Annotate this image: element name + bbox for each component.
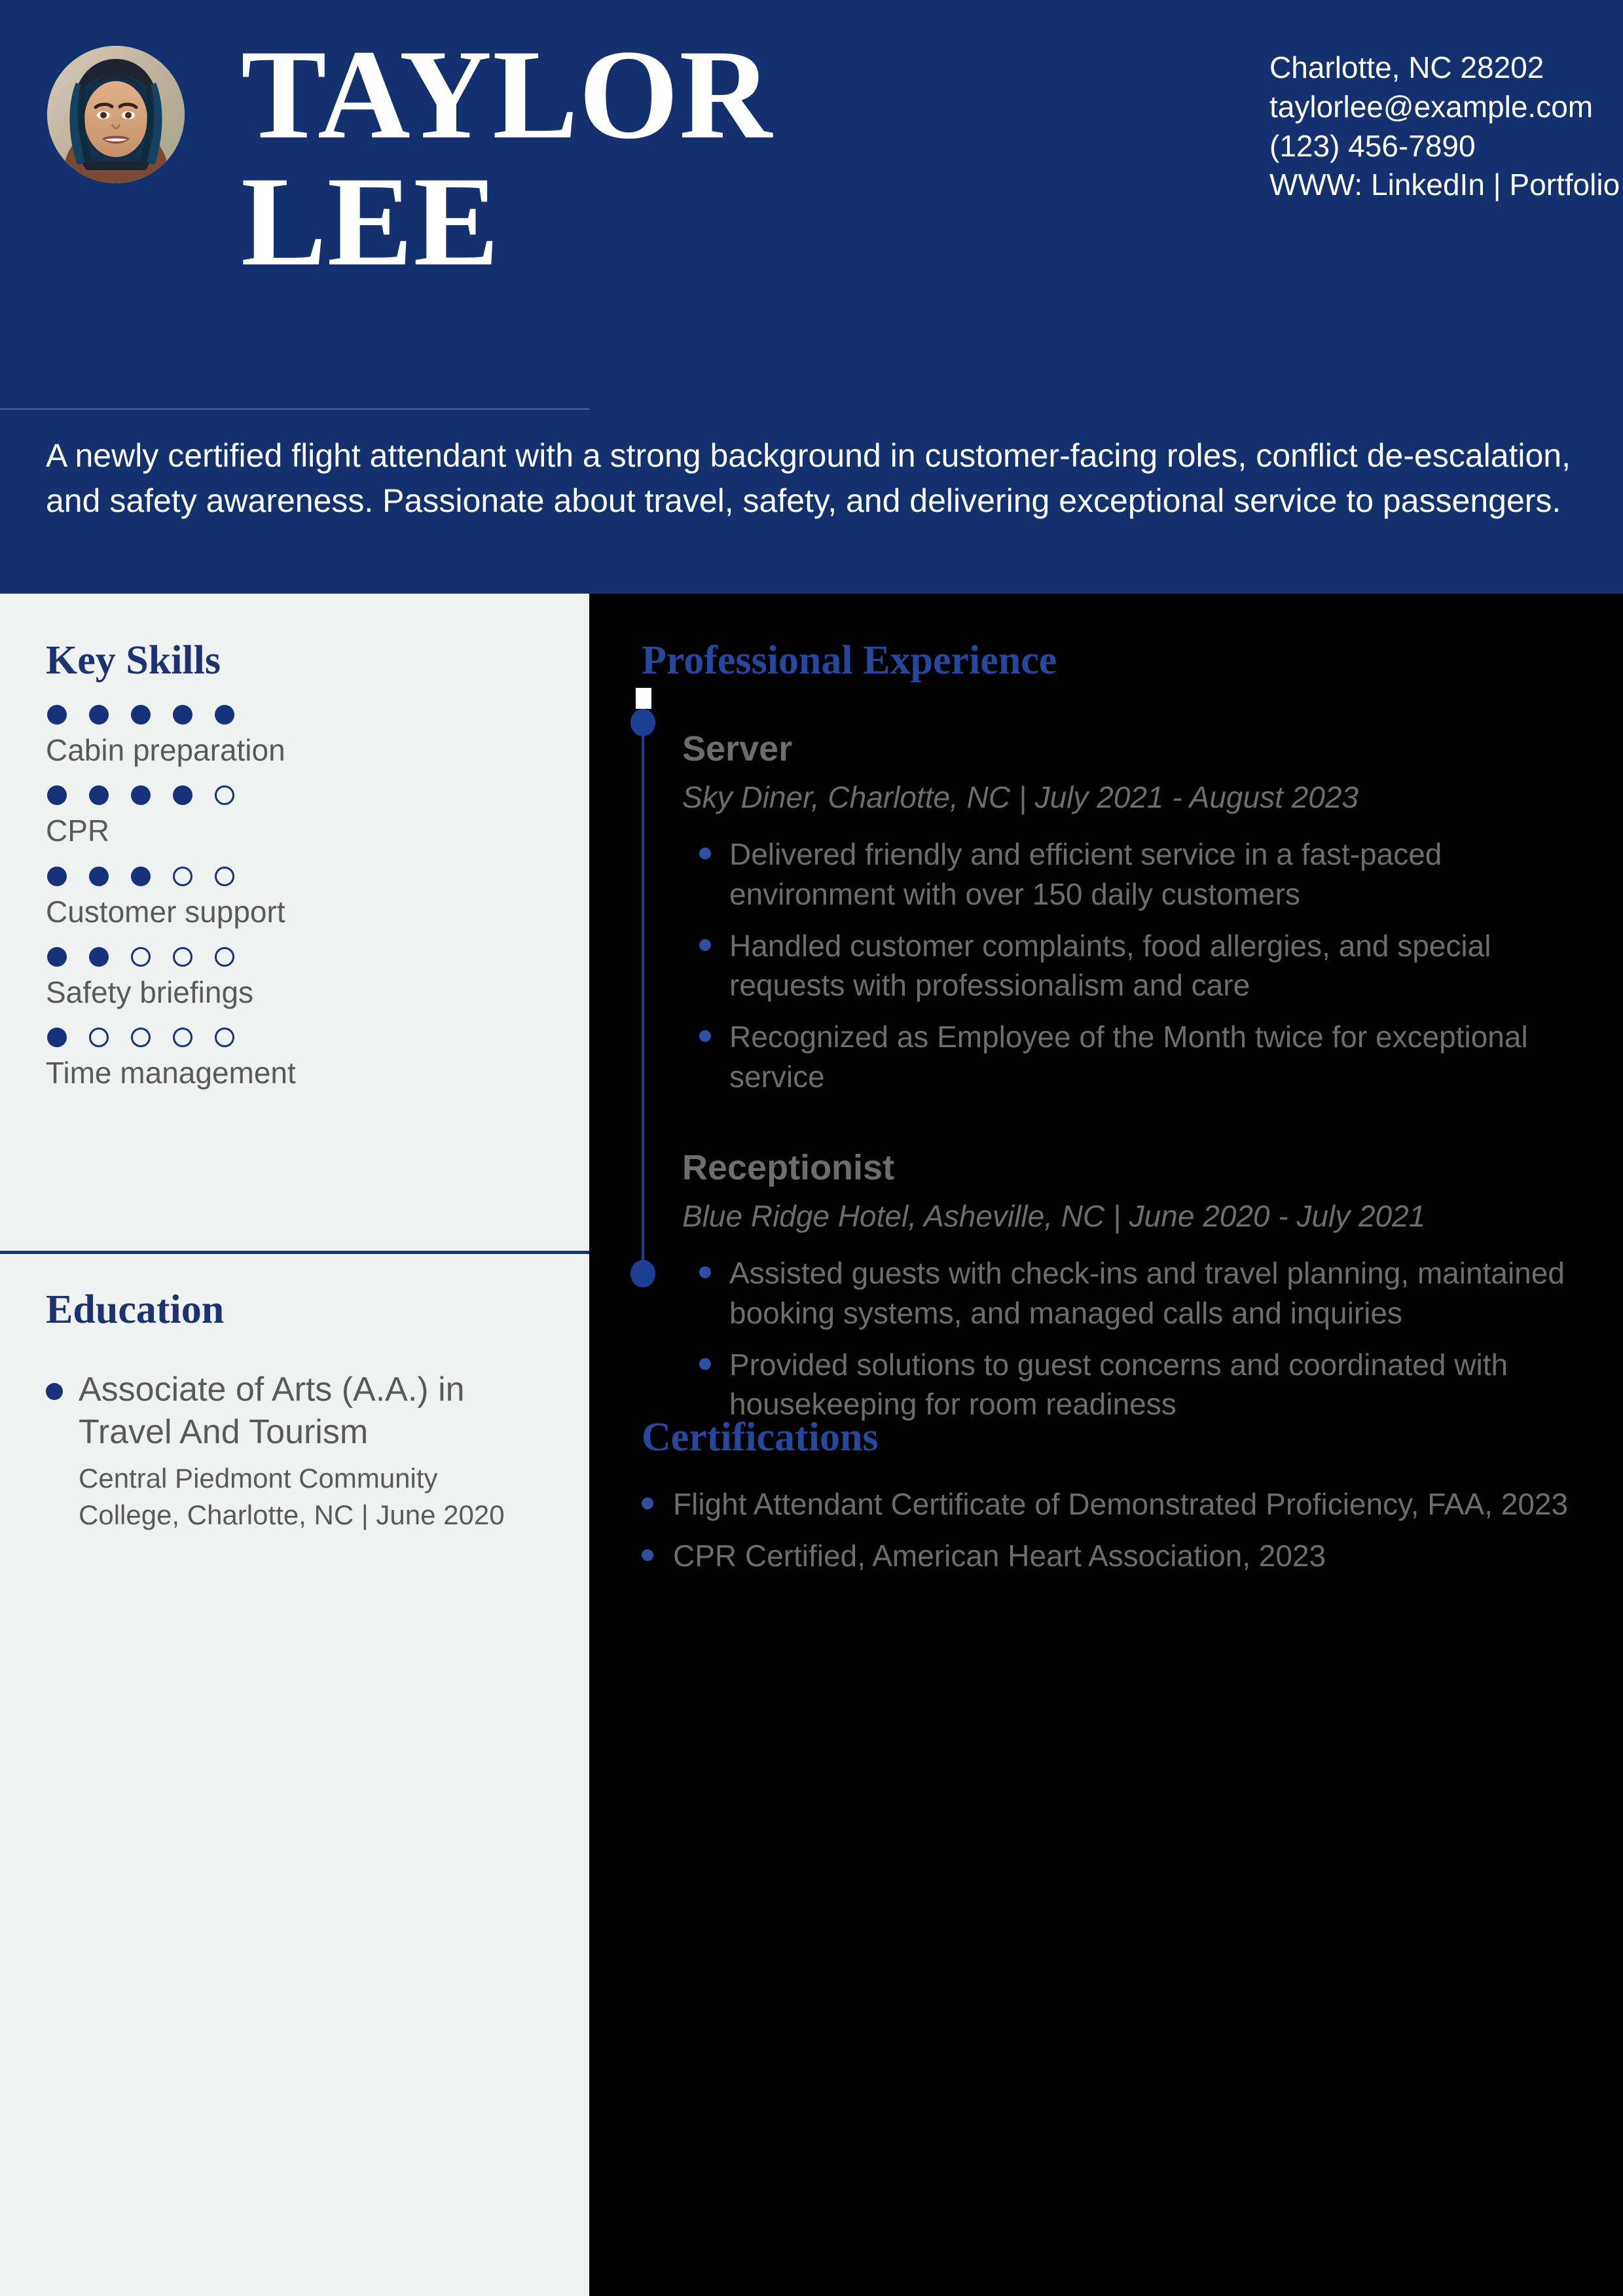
timeline-dot bbox=[630, 709, 655, 736]
skill-item bbox=[46, 867, 543, 930]
job-bullets bbox=[682, 1253, 1584, 1424]
list-item: Handled customer complaints, food allergies, and special requests with professionalism and care bbox=[682, 926, 1584, 1005]
list-item: Recognized as Employee of the Month twice for exceptional service bbox=[682, 1017, 1584, 1096]
rating-dot-filled bbox=[47, 705, 67, 725]
rating-dot-filled bbox=[131, 867, 151, 886]
skill-item bbox=[46, 705, 543, 768]
rating-dot-filled bbox=[47, 1028, 67, 1047]
certifications-list bbox=[642, 1484, 1584, 1575]
rating-dot-filled bbox=[131, 785, 151, 805]
timeline-square-marker bbox=[636, 688, 651, 709]
profile-photo-image bbox=[47, 46, 185, 183]
rating-dot-filled bbox=[47, 785, 67, 805]
key-skills-heading: Key Skills bbox=[46, 638, 221, 683]
timeline-line bbox=[642, 710, 644, 1273]
education-section bbox=[46, 1287, 543, 1533]
rating-dot-filled bbox=[173, 785, 192, 805]
key-skills-section bbox=[46, 638, 543, 1108]
skill-item bbox=[46, 785, 543, 849]
contact-email[interactable]: taylorlee@example.com bbox=[1269, 89, 1594, 124]
skill-rating bbox=[47, 947, 543, 967]
header-divider bbox=[0, 408, 589, 410]
certifications-section bbox=[642, 1415, 1584, 1588]
rating-dot-empty bbox=[89, 1028, 109, 1047]
experience-item bbox=[682, 1147, 1584, 1424]
list-item: Provided solutions to guest concerns and coordinated with housekeeping for room readiness bbox=[682, 1345, 1584, 1424]
rating-dot-filled bbox=[47, 867, 67, 886]
bullet-icon bbox=[46, 1383, 63, 1400]
skill-label: CPR bbox=[46, 814, 110, 848]
page-title bbox=[241, 24, 1158, 293]
contact-address: Charlotte, NC 28202 bbox=[1269, 50, 1544, 84]
skill-label: Customer support bbox=[46, 894, 285, 929]
rating-dot-filled bbox=[131, 705, 151, 725]
rating-dot-empty bbox=[131, 1028, 151, 1047]
professional-experience-heading: Professional Experience bbox=[642, 638, 1057, 683]
job-meta: Sky Diner, Charlotte, NC | July 2021 - August 2023 bbox=[682, 780, 1359, 815]
rating-dot-empty bbox=[173, 947, 192, 967]
right-column bbox=[589, 594, 1623, 2296]
rating-dot-filled bbox=[89, 785, 109, 805]
skill-item bbox=[46, 1028, 543, 1091]
rating-dot-filled bbox=[47, 947, 67, 967]
left-column bbox=[0, 594, 589, 2296]
avatar bbox=[47, 46, 185, 183]
professional-experience-section bbox=[642, 638, 1584, 1436]
list-item: Delivered friendly and efficient service in a fast-paced environment with over 150 daily customers bbox=[682, 834, 1584, 914]
rating-dot-filled bbox=[173, 705, 192, 725]
skill-item bbox=[46, 947, 543, 1011]
rating-dot-empty bbox=[215, 947, 234, 967]
skill-label: Time management bbox=[46, 1055, 296, 1090]
skill-label: Cabin preparation bbox=[46, 733, 285, 768]
job-bullets bbox=[682, 834, 1584, 1096]
section-divider bbox=[0, 1251, 589, 1254]
job-meta: Blue Ridge Hotel, Asheville, NC | June 2020 - July 2021 bbox=[682, 1199, 1426, 1234]
rating-dot-empty bbox=[173, 1028, 192, 1047]
rating-dot-empty bbox=[215, 785, 234, 805]
contact-links[interactable]: WWW: LinkedIn | Portfolio bbox=[1269, 168, 1620, 202]
rating-dot-filled bbox=[215, 705, 234, 725]
contact-info bbox=[1269, 48, 1623, 205]
list-item: Assisted guests with check-ins and travel planning, maintained booking systems, and managed calls and inquiries bbox=[682, 1253, 1584, 1333]
timeline-dot bbox=[630, 1260, 655, 1287]
contact-phone: (123) 456-7890 bbox=[1269, 128, 1476, 163]
list-item: Flight Attendant Certificate of Demonstrated Proficiency, FAA, 2023 bbox=[642, 1484, 1584, 1524]
header-top-row bbox=[0, 0, 1623, 406]
experience-item bbox=[682, 728, 1584, 1096]
rating-dot-empty bbox=[215, 1028, 234, 1047]
education-degree: Associate of Arts (A.A.) in Travel And Tourism bbox=[79, 1371, 465, 1452]
rating-dot-filled bbox=[89, 947, 109, 967]
rating-dot-filled bbox=[89, 705, 109, 725]
skill-rating bbox=[47, 867, 543, 886]
skill-rating bbox=[47, 705, 543, 725]
last-name: LEE bbox=[241, 151, 500, 293]
skill-label: Safety briefings bbox=[46, 975, 254, 1009]
rating-dot-empty bbox=[215, 867, 234, 886]
first-name: TAYLOR bbox=[241, 24, 773, 166]
skill-rating bbox=[47, 785, 543, 805]
rating-dot-filled bbox=[89, 867, 109, 886]
job-title: Receptionist bbox=[682, 1148, 895, 1188]
certifications-heading: Certifications bbox=[642, 1415, 879, 1460]
education-item bbox=[46, 1369, 543, 1533]
professional-summary: A newly certified flight attendant with a strong background in customer-facing roles, conflict de-escalation, and safety awareness. Passionate about travel, safety, and delivering exceptional service to passengers. bbox=[46, 437, 1571, 519]
education-school: Central Piedmont Community College, Charlotte, NC | June 2020 bbox=[79, 1463, 505, 1530]
list-item: CPR Certified, American Heart Association, 2023 bbox=[642, 1536, 1584, 1576]
resume-header bbox=[0, 0, 1623, 594]
rating-dot-empty bbox=[131, 947, 151, 967]
job-title: Server bbox=[682, 729, 793, 769]
rating-dot-empty bbox=[173, 867, 192, 886]
skill-rating bbox=[47, 1028, 543, 1047]
education-heading: Education bbox=[46, 1287, 225, 1332]
